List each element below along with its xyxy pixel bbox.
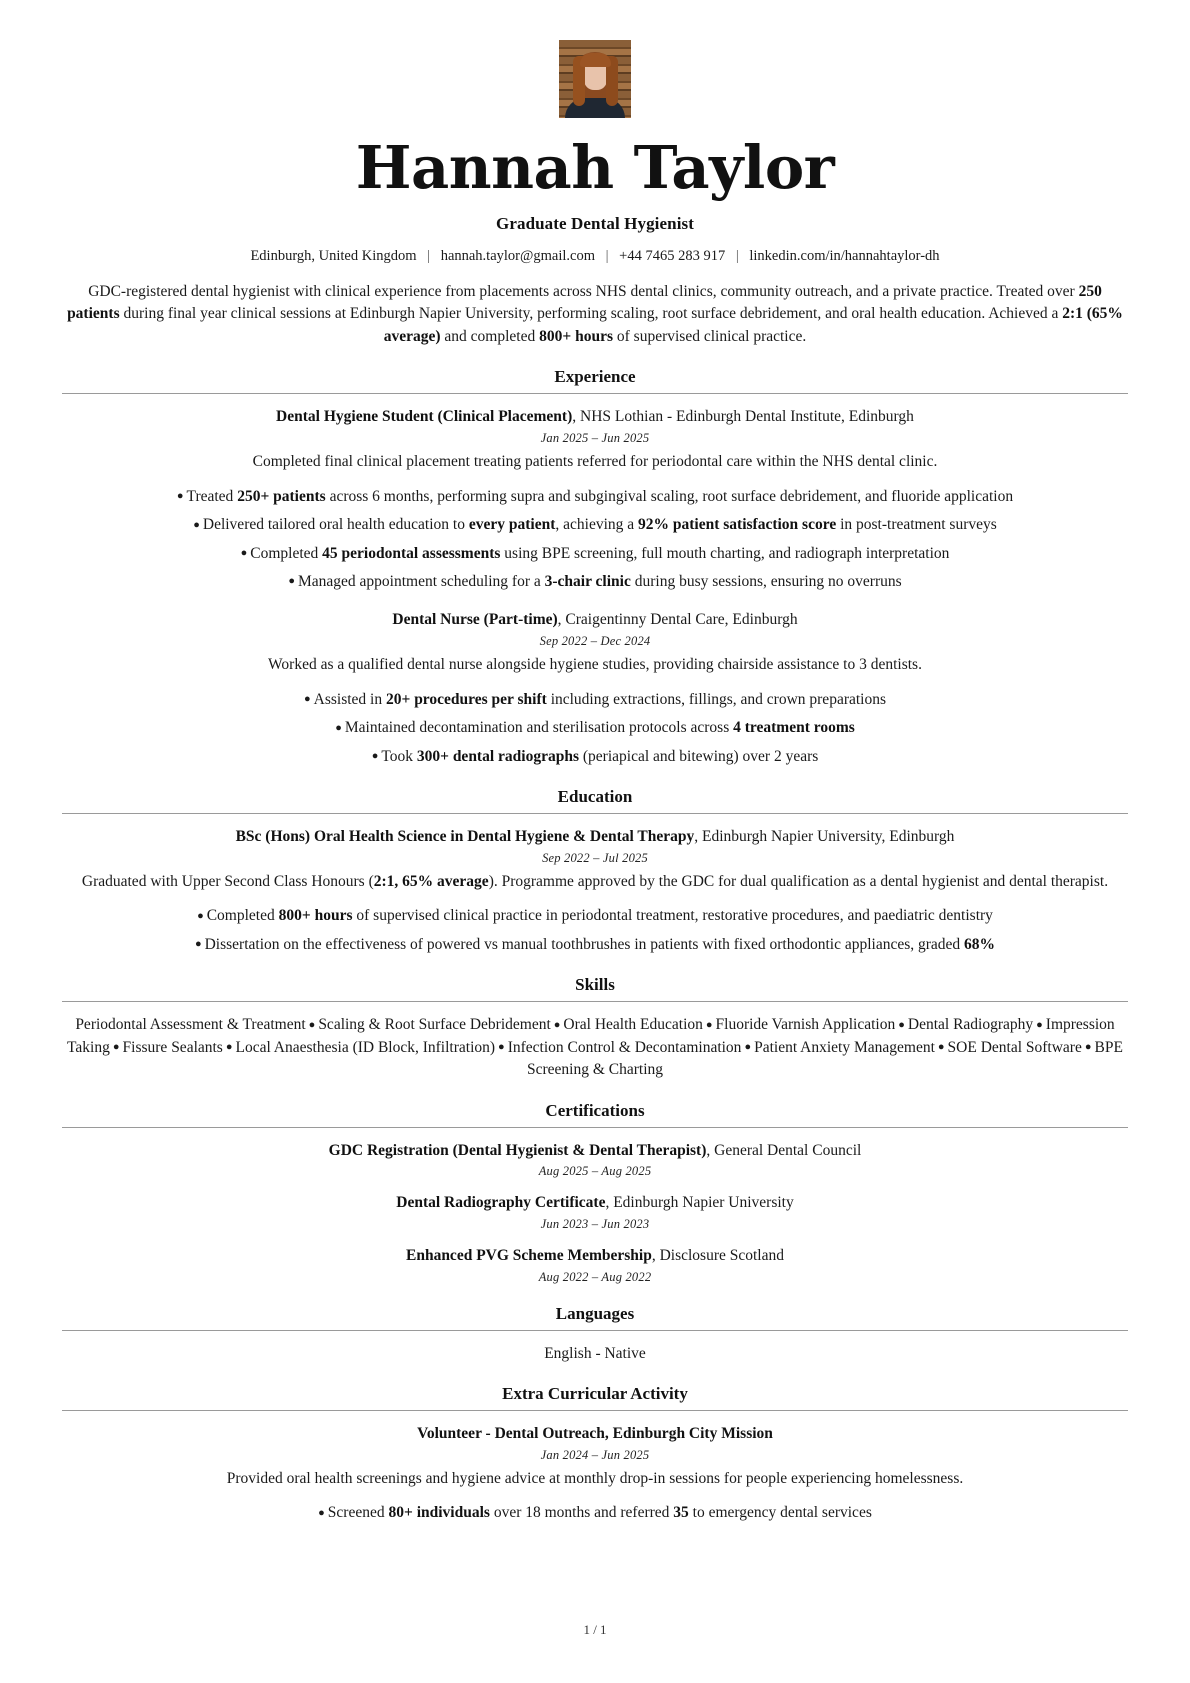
certification-header xyxy=(62,1192,1128,1214)
contact-separator: | xyxy=(735,248,739,264)
bullet-dot-icon: ● xyxy=(318,1506,325,1519)
body-text: Graduated with Upper Second Class Honours ( xyxy=(81,872,374,890)
certification-issuer: , Edinburgh Napier University xyxy=(605,1194,794,1212)
entry-role: Volunteer - Dental Outreach, Edinburgh City Mission xyxy=(417,1425,773,1443)
entry-role: Dental Hygiene Student (Clinical Placement) xyxy=(276,408,573,426)
professional-summary xyxy=(62,281,1128,348)
entry-bullet-list xyxy=(62,486,1128,594)
section-divider xyxy=(62,1001,1128,1002)
emphasis-text: 300+ dental radiographs xyxy=(416,747,579,765)
certification-entry xyxy=(62,1140,1128,1180)
entry-date: Sep 2022 – Dec 2024 xyxy=(539,634,651,649)
certification-entry xyxy=(62,1245,1128,1285)
section-education xyxy=(62,787,1128,956)
skill-separator-dot-icon: ● xyxy=(744,1041,752,1054)
skill-item: Patient Anxiety Management xyxy=(754,1038,935,1056)
body-text: Completed xyxy=(206,907,279,925)
certification-issuer: , General Dental Council xyxy=(706,1141,862,1159)
entries-extra-curricular xyxy=(62,1423,1128,1525)
language-item: English - Native xyxy=(544,1344,646,1362)
body-text: (periapical and bitewing) over 2 years xyxy=(579,747,819,765)
experience-entry xyxy=(62,609,1128,768)
entry-description: Completed final clinical placement treating patients referred for periodontal care within the NHS dental clinic. xyxy=(252,453,938,471)
contact-separator: | xyxy=(427,248,431,264)
section-divider xyxy=(62,1410,1128,1411)
body-text: , achieving a xyxy=(555,516,639,534)
bullet-dot-icon: ● xyxy=(303,693,311,706)
body-text: Managed appointment scheduling for a xyxy=(297,572,545,590)
body-text: Took xyxy=(381,747,417,765)
section-title: Languages xyxy=(555,1303,635,1323)
candidate-name: Hannah Taylor xyxy=(355,133,835,202)
skill-separator-dot-icon: ● xyxy=(1084,1041,1092,1054)
bullet-dot-icon: ● xyxy=(240,546,248,559)
bullet-item xyxy=(62,717,1128,739)
skill-separator-dot-icon: ● xyxy=(498,1041,505,1054)
skill-separator-dot-icon: ● xyxy=(225,1041,233,1054)
skill-item: Local Anaesthesia (ID Block, Infiltration) xyxy=(235,1038,496,1056)
contact-location: Edinburgh, United Kingdom xyxy=(250,248,417,264)
skill-item: Impression Taking xyxy=(67,1016,1115,1056)
body-text: to emergency dental services xyxy=(688,1504,872,1522)
body-text: Dissertation on the effectiveness of powered vs manual toothbrushes in patients with fixed orthodontic appliances, graded xyxy=(204,935,965,953)
bullet-dot-icon: ● xyxy=(194,938,202,951)
skill-item: Infection Control & Decontamination xyxy=(507,1038,742,1056)
certification-name: Enhanced PVG Scheme Membership xyxy=(405,1246,652,1264)
section-divider xyxy=(62,393,1128,394)
experience-entry xyxy=(62,406,1128,593)
bullet-dot-icon: ● xyxy=(335,721,342,734)
skill-item: BPE Screening & Charting xyxy=(526,1038,1123,1079)
body-text: Treated xyxy=(186,487,238,505)
emphasis-text: 4 treatment rooms xyxy=(733,719,855,737)
section-divider xyxy=(62,813,1128,814)
section-skills xyxy=(62,975,1128,1081)
section-extra-curricular xyxy=(62,1384,1128,1525)
body-text: Completed xyxy=(250,544,323,562)
body-text: including extractions, fillings, and crown preparations xyxy=(546,690,887,708)
emphasis-text: 80+ individuals xyxy=(388,1504,490,1522)
section-title: Skills xyxy=(575,975,615,995)
entry-description: Provided oral health screenings and hygiene advice at monthly drop-in sessions for people experiencing homelessness. xyxy=(226,1469,964,1487)
body-text: of supervised clinical practice in periodontal treatment, restorative procedures, and paediatric dentistry xyxy=(352,907,993,925)
contact-email[interactable]: hannah.taylor@gmail.com xyxy=(440,248,595,264)
entry-header xyxy=(62,406,1128,428)
entry-description: Worked as a qualified dental nurse alongside hygiene studies, providing chairside assistance to 3 dentists. xyxy=(268,656,922,674)
section-title: Experience xyxy=(554,367,636,387)
body-text: in post-treatment surveys xyxy=(836,516,997,534)
skill-item: Dental Radiography xyxy=(907,1016,1034,1034)
entry-organisation: , NHS Lothian - Edinburgh Dental Institute, Edinburgh xyxy=(572,408,914,426)
skill-separator-dot-icon: ● xyxy=(553,1018,561,1031)
emphasis-text: 20+ procedures per shift xyxy=(385,690,547,708)
entries-experience xyxy=(62,406,1128,768)
entry-header xyxy=(62,609,1128,631)
body-text: during busy sessions, ensuring no overruns xyxy=(630,572,902,590)
bullet-item xyxy=(62,486,1128,508)
bullet-dot-icon: ● xyxy=(371,750,379,762)
emphasis-text: 2:1 (65% average) xyxy=(383,305,1123,345)
bullet-item xyxy=(62,514,1128,536)
section-experience xyxy=(62,367,1128,768)
body-text: Delivered tailored oral health education to xyxy=(202,516,469,534)
entry-description xyxy=(62,871,1128,893)
emphasis-text: 92% patient satisfaction score xyxy=(638,516,837,534)
skill-separator-dot-icon: ● xyxy=(898,1018,905,1031)
entry-date: Sep 2022 – Jul 2025 xyxy=(542,850,648,865)
entry-role: Dental Nurse (Part-time) xyxy=(392,611,558,629)
certification-entry xyxy=(62,1192,1128,1232)
certification-issuer: , Disclosure Scotland xyxy=(651,1246,784,1264)
experience-entry xyxy=(62,826,1128,956)
bullet-item xyxy=(62,571,1128,593)
skills-list xyxy=(62,1014,1128,1081)
bullet-item xyxy=(62,543,1128,565)
emphasis-text: 800+ hours xyxy=(278,907,353,925)
entry-bullet-list xyxy=(62,1502,1128,1524)
sections-container xyxy=(62,367,1128,1524)
emphasis-text: 3-chair clinic xyxy=(544,572,631,590)
section-certifications xyxy=(62,1101,1128,1285)
body-text: Assisted in xyxy=(313,690,386,708)
section-divider xyxy=(62,1127,1128,1128)
skill-item: Fluoride Varnish Application xyxy=(715,1016,896,1034)
entry-bullet-list xyxy=(62,905,1128,956)
skill-item: Oral Health Education xyxy=(563,1016,703,1034)
body-text: using BPE screening, full mouth charting, and radiograph interpretation xyxy=(500,544,950,562)
page-indicator: 1 / 1 xyxy=(583,1622,607,1637)
section-divider xyxy=(62,1330,1128,1331)
bullet-item xyxy=(62,689,1128,711)
bullet-dot-icon: ● xyxy=(288,575,295,588)
skill-separator-dot-icon: ● xyxy=(705,1018,713,1031)
body-text: Screened xyxy=(327,1504,389,1522)
section-title: Education xyxy=(557,787,633,806)
skill-item: Scaling & Root Surface Debridement xyxy=(318,1016,551,1034)
certification-header xyxy=(62,1140,1128,1162)
entry-header xyxy=(62,1423,1128,1445)
entry-organisation: , Craigentinny Dental Care, Edinburgh xyxy=(557,611,798,629)
bullet-dot-icon: ● xyxy=(176,490,184,503)
skill-item: Periodontal Assessment & Treatment xyxy=(75,1016,306,1034)
emphasis-text: 35 xyxy=(673,1504,689,1522)
skill-separator-dot-icon: ● xyxy=(308,1018,316,1031)
emphasis-text: 68% xyxy=(964,935,996,953)
emphasis-text: every patient xyxy=(468,516,556,534)
photo-hair-front xyxy=(580,53,611,67)
certification-date: Jun 2023 – Jun 2023 xyxy=(540,1216,650,1231)
entry-role: BSc (Hons) Oral Health Science in Dental Hygiene & Dental Therapy xyxy=(235,828,695,845)
experience-entry xyxy=(62,1423,1128,1525)
emphasis-text: 2:1, 65% average xyxy=(373,872,489,890)
skill-item: SOE Dental Software xyxy=(947,1038,1082,1056)
entry-header xyxy=(62,826,1128,848)
bullet-item xyxy=(62,934,1128,956)
section-title: Extra Curricular Activity xyxy=(502,1384,688,1404)
body-text: over 18 months and referred xyxy=(489,1504,674,1522)
emphasis-text: 250+ patients xyxy=(237,487,326,505)
emphasis-text: 250 patients xyxy=(67,283,1102,323)
bullet-item xyxy=(62,746,1128,768)
entry-date: Jan 2024 – Jun 2025 xyxy=(540,1447,650,1462)
entry-organisation: , Edinburgh Napier University, Edinburgh xyxy=(694,828,955,845)
skill-separator-dot-icon: ● xyxy=(937,1041,945,1054)
entries-education xyxy=(62,826,1128,956)
body-text: across 6 months, performing supra and subgingival scaling, root surface debridement, and fluoride application xyxy=(325,487,1014,505)
body-text: GDC-registered dental hygienist with clinical experience from placements across NHS dental clinics, community outreach, and a private practice. Treated over xyxy=(88,283,1079,300)
section-languages xyxy=(62,1304,1128,1365)
profile-photo-container xyxy=(62,40,1128,118)
body-text: Maintained decontamination and sterilisation protocols across xyxy=(344,719,734,737)
body-text: of supervised clinical practice. xyxy=(613,327,807,345)
profile-photo xyxy=(559,40,631,118)
emphasis-text: 800+ hours xyxy=(539,327,613,345)
certification-name: Dental Radiography Certificate xyxy=(396,1194,606,1212)
certification-header xyxy=(62,1245,1128,1267)
certifications-list xyxy=(62,1140,1128,1285)
contact-line xyxy=(62,248,1128,265)
contact-linkedin[interactable]: linkedin.com/in/hannahtaylor-dh xyxy=(749,248,940,264)
bullet-dot-icon: ● xyxy=(193,518,200,531)
candidate-job-title: Graduate Dental Hygienist xyxy=(496,214,694,233)
body-text: ). Programme approved by the GDC for dual qualification as a dental hygienist and dental therapist. xyxy=(488,872,1109,890)
skill-separator-dot-icon: ● xyxy=(112,1041,120,1054)
contact-separator: | xyxy=(605,248,609,264)
emphasis-text: 45 periodontal assessments xyxy=(322,544,501,562)
entry-date: Jan 2025 – Jun 2025 xyxy=(540,431,650,446)
entry-bullet-list xyxy=(62,689,1128,768)
section-title: Certifications xyxy=(545,1100,645,1120)
certification-date: Aug 2025 – Aug 2025 xyxy=(538,1164,652,1179)
body-text: and completed xyxy=(440,327,540,345)
skill-separator-dot-icon: ● xyxy=(1036,1018,1043,1031)
bullet-dot-icon: ● xyxy=(197,909,204,922)
certification-date: Aug 2022 – Aug 2022 xyxy=(538,1269,652,1284)
contact-phone[interactable]: +44 7465 283 917 xyxy=(619,248,726,264)
certification-name: GDC Registration (Dental Hygienist & Dental Therapist) xyxy=(328,1141,707,1159)
bullet-item xyxy=(62,1502,1128,1524)
body-text: during final year clinical sessions at Edinburgh Napier University, performing scaling, root surface debridement, and oral health education. Achieved a xyxy=(119,305,1063,323)
skill-item: Fissure Sealants xyxy=(122,1038,223,1056)
bullet-item xyxy=(62,905,1128,927)
